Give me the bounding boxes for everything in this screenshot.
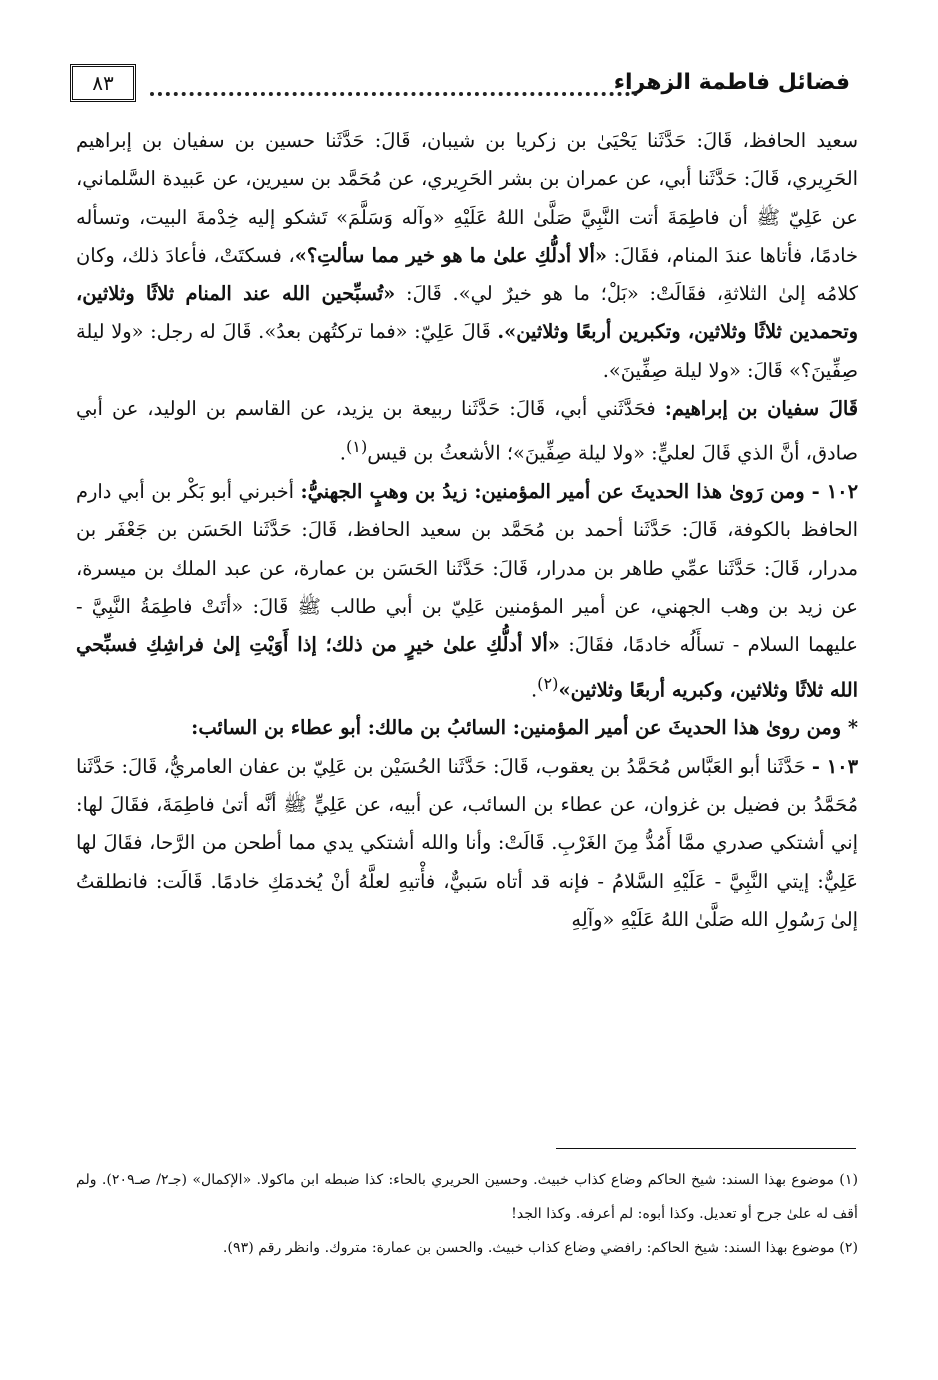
paragraph-3: ١٠٢ - ومن رَوىٰ هذا الحديثَ عن أمير المؤمنين: زيدُ بن وهبٍ الجهنيُّ: أخبرني أبو بَكْر بن أبي دارم الحافظ بالكوفة، قَالَ: حَدَّثَنا أحمد بن مُحَمَّد بن سعيد الحافظ، قَالَ: حَدَّثَنا الحَسَن بن جَعْفَر بن مدرار، قَالَ: حَدَّثَنا عمِّي طاهر بن مدرار، قَالَ: حَدَّثَنا الحَسَن بن عمارة، عن عبد الملك بن ميسرة، عن زيد بن وهب الجهني، عن أمير المؤمنين عَلِيّ بن أبي طالب ﷺ قَالَ: «أتَتْ فاطِمَةُ النَّبِيَّ - عليهما السلام - تسأَلُه خادمًا، فقَالَ: «ألا أدلُّكِ علىٰ خيرٍ من ذلك؛ إذا أَوَيْتِ إلىٰ فراشِكِ فسبِّحي الله ثلاثًا وثلاثين، وكبريه أربعًا وثلاثين»$^{(٢)}$. — [76, 480, 859, 702]
header-dotted-rule — [150, 92, 638, 96]
footnote-1: (١) موضوع بهذا السند: شيخ الحاكم وضاع كذاب خبيث. وحسين الحريري بالحاء: كذا ضبطه ابن ماكولا. «الإكمال» (جـ٢/ صـ٢٠٩). ولم أقف له علىٰ جرح أو تعديل. وكذا أبوه: لم أعرفه. وكذا الجد! — [76, 1172, 859, 1222]
hadith-text-bold: «ألا أدلُّكِ علىٰ خيرٍ من ذلك؛ إذا أَوَيْتِ إلىٰ فراشِكِ فسبِّحي الله ثلاثًا وثلاثين، وكبريه أربعًا وثلاثين» — [76, 633, 858, 702]
hadith-number-heading: ١٠٢ - ومن رَوىٰ هذا الحديثَ عن أمير المؤمنين: زيدُ بن وهبٍ الجهنيُّ: — [300, 480, 858, 504]
paragraph-text: حَدَّثَنا أبو العَبَّاس مُحَمَّدُ بن يعقوب، قَالَ: حَدَّثَنا الحُسَيْن بن عَلِيّ بن عفان العامريُّ، قَالَ: حَدَّثَنا مُحَمَّدُ بن فضيل بن غزوان، عن عطاء بن السائب، عن أبيه، عن عَلِيٍّ ﷺ أنَّه أتىٰ فاطِمَةَ، فقَالَ لها: إني أشتكي صدري ممَّا أَمُدُّ مِنَ الغَرْبِ. قَالَتْ: وأنا والله أشتكي يدي مما أطحن من الرَّحا، فقَالَ لها عَلِيٌّ: إيتي النَّبِيَّ - عَلَيْهِ السَّلامُ - فإنه قد أتاه سَبيٌّ، فأْتيهِ لعلَّهُ أنْ يُخدمَكِ خادمًا. قَالَت: فانطلقتُ إلىٰ رَسُولِ الله صَلَّىٰ اللهُ عَلَيْهِ «وآلِهِ — [76, 754, 858, 931]
page-number: ٨٣ — [92, 71, 114, 95]
page-number-box — [70, 64, 136, 102]
narrator-lead: قَالَ سفيان بن إبراهيم: — [664, 397, 858, 421]
body-text — [76, 122, 858, 939]
paragraph-text: ، فسكتَتْ، فأعادَ ذلك، وكان كلامُه إلىٰ الثلاثةِ، فقَالَتْ: «بَلْ؛ ما هو خيرٌ لي». قَالَ: — [76, 243, 858, 306]
running-header — [70, 64, 850, 104]
header-title: فضائل فاطمة الزهراء — [613, 70, 850, 95]
footnote-2: (٢) موضوع بهذا السند: شيخ الحاكم: رافضي وضاع كذاب خبيث. والحسن بن عمارة: متروك. وانظر رقم (٩٣). — [222, 1240, 858, 1256]
paragraph-text: قَالَ عَلِيّ: «فما تركتُهن بعدُ». قَالَ له رجل: «ولا ليلة صِفِّينَ؟» قَالَ: «ولا ليلة صِفِّينَ». — [76, 320, 858, 382]
footnote-separator — [556, 1148, 856, 1149]
paragraph-1 — [76, 122, 858, 390]
paragraph-2: قَالَ سفيان بن إبراهيم: فحَدَّثَني أبي، قَالَ: حَدَّثَنا ربيعة بن يزيد، عن القاسم بن الوليد، عن أبي صادق، أنَّ الذي قَالَ لعليٍّ: «ولا ليلة صِفِّينَ»؛ الأشعثُ بن قيس$^{(١)}$. — [76, 397, 858, 465]
hadith-text-bold: «ألا أدلُّكِ علىٰ ما هو خير مما سألتِ؟» — [294, 243, 607, 267]
footnote-ref-1[interactable]: (١) — [345, 437, 368, 457]
footnotes — [76, 1163, 858, 1265]
footnote-ref-2[interactable]: (٢) — [537, 673, 559, 693]
paragraph-text: أخبرني أبو بَكْر بن أبي دارم الحافظ بالكوفة، قَالَ: حَدَّثَنا أحمد بن مُحَمَّد بن سعيد الحافظ، قَالَ: حَدَّثَنا الحَسَن بن جَعْفَر بن مدرار، قَالَ: حَدَّثَنا عمِّي طاهر بن مدرار، قَالَ: حَدَّثَنا الحَسَن بن عمارة، عن عبد الملك بن ميسرة، عن زيد بن وهب الجهني، عن أمير المؤمنين عَلِيّ بن أبي طالب ﷺ قَالَ: «أتَتْ فاطِمَةُ النَّبِيَّ - عليهما السلام - تسأَلُه خادمًا، فقَالَ: — [76, 480, 859, 657]
paragraph-5 — [76, 748, 858, 939]
hadith-text-bold: «تُسبِّحين الله عند المنام ثلاثًا وثلاثين، وتحمدين ثلاثًا وثلاثين، وتكبرين أربعًا وثلاثين». — [76, 282, 858, 344]
section-heading: * ومن روىٰ هذا الحديثَ عن أمير المؤمنين: السائبُ بن مالك: أبو عطاء بن السائب: — [191, 716, 858, 740]
hadith-number-heading: ١٠٣ - — [811, 754, 858, 778]
paragraph-text: فحَدَّثَني أبي، قَالَ: حَدَّثَنا ربيعة بن يزيد، عن القاسم بن الوليد، عن أبي صادق، أنَّ الذي قَالَ لعليٍّ: «ولا ليلة صِفِّينَ»؛ الأشعثُ بن قيس — [76, 397, 858, 465]
paragraph-text: سعيد الحافظ، قَالَ: حَدَّثَنا يَحْيَىٰ بن زكريا بن شيبان، قَالَ: حَدَّثَنا حسين بن سفيان بن إبراهيم الحَرِيري، قَالَ: حَدَّثَنا أبي، عن عمران بن بشر الحَرِيري، عن مُحَمَّد بن سيرين، عن عَبيدة السَّلماني، عن عَلِيّ ﷺ أن فاطِمَةَ أتت النَّبِيَّ صَلَّىٰ اللهُ عَلَيْهِ «وآله وَسَلَّمَ» تَشكو إليه خِدْمةَ البيت، وتسأله خادمًا، فأتاها عندَ المنام، فقَالَ: — [76, 129, 858, 267]
